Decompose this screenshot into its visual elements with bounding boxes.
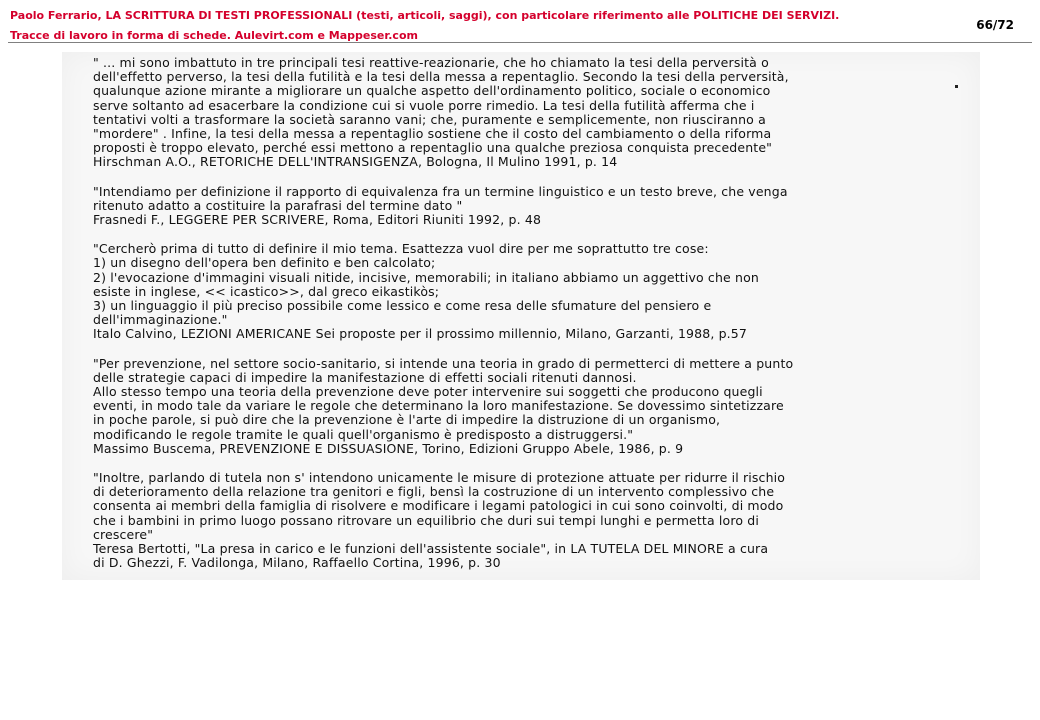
header-title: Paolo Ferrario, LA SCRITTURA DI TESTI PROFESSIONALI (testi, articoli, saggi), con particolare riferimento alle POLITICHE DEI SERVIZI. — [10, 9, 840, 22]
quote-line: consenta ai membri della famiglia di risolvere e modificare i legami patologici in cui sono coinvolti, di modo — [93, 498, 784, 514]
quote-line: crescere" — [93, 526, 154, 542]
quote-citation-continued: di D. Ghezzi, F. Vadilonga, Milano, Raffaello Cortina, 1996, p. 30 — [93, 555, 501, 571]
header-subtitle: Tracce di lavoro in forma di schede. Aulevirt.com e Mappeser.com — [10, 29, 418, 42]
quote-hirschman — [93, 56, 943, 170]
quote-line: "Cercherò prima di tutto di definire il mio tema. Esattezza vuol dire per me soprattutto tre cose: — [93, 241, 709, 257]
quote-frasnedi — [93, 185, 943, 228]
quote-line: 2) l'evocazione d'immagini visuali nitide, incisive, memorabili; in italiano abbiamo un aggettivo che non — [93, 269, 759, 285]
quote-citation: Italo Calvino, LEZIONI AMERICANE Sei proposte per il prossimo millennio, Milano, Garzanti, 1988, p.57 — [93, 326, 748, 342]
quote-line: 3) un linguaggio il più preciso possibile come lessico e come resa delle sfumature del pensiero e — [93, 298, 712, 314]
quote-citation: Frasnedi F., LEGGERE PER SCRIVERE, Roma, Editori Riuniti 1992, p. 48 — [93, 212, 542, 228]
header-divider — [8, 42, 1032, 43]
scan-speck — [955, 85, 958, 88]
quote-line: che i bambini in primo luogo possano ritrovare un equilibrio che duri sui tempi lunghi e permetta loro di — [93, 512, 759, 528]
quote-line: di deterioramento della relazione tra genitori e figli, bensì la costruzione di un intervento complessivo che — [93, 484, 775, 500]
quote-line: " ... mi sono imbattuto in tre principali tesi reattive-reazionarie, che ho chiamato la tesi della perversità o — [93, 55, 769, 70]
quote-bertotti — [93, 471, 943, 570]
quote-line: "Inoltre, parlando di tutela non s' intendono unicamente le misure di protezione attuate per ridurre il rischio — [93, 470, 786, 486]
quote-line: 1) un disegno dell'opera ben definito e ben calcolato; — [93, 255, 436, 271]
quote-line: qualunque azione mirante a migliorare un qualche aspetto dell'ordinamento politico, sociale o economico — [93, 83, 771, 99]
quotes-list — [93, 56, 943, 586]
quote-line: esiste in inglese, << icastico>>, dal greco eikastikòs; — [93, 283, 440, 299]
page-number: 66/72 — [976, 18, 1014, 32]
quote-buscema — [93, 357, 943, 456]
quote-line: modificando le regole tramite le quali quell'organismo è predisposto a distruggersi." — [93, 426, 634, 442]
quote-line: serve soltanto ad esacerbare la condizione cui si vuole porre rimedio. La tesi della futilità afferma che i — [93, 97, 755, 113]
quote-line: "mordere" . Infine, la tesi della messa a repentaglio sostiene che il costo del cambiamento o della riforma — [93, 126, 772, 142]
quote-line: dell'effetto perverso, la tesi della futilità e la tesi della messa a repentaglio. Secondo la tesi della perversità, — [93, 69, 789, 85]
quote-calvino — [93, 242, 943, 341]
quote-line: tentativi volti a trasformare la società saranno vani; che, puramente e semplicemente, non riusciranno a — [93, 111, 766, 127]
quote-line: Allo stesso tempo una teoria della prevenzione deve poter intervenire sui soggetti che producono quegli — [93, 384, 763, 400]
quote-citation: Massimo Buscema, PREVENZIONE E DISSUASIONE, Torino, Edizioni Gruppo Abele, 1986, p. 9 — [93, 440, 684, 456]
quote-line: "Intendiamo per definizione il rapporto di equivalenza fra un termine linguistico e un testo breve, che venga — [93, 183, 788, 199]
quote-line: dell'immaginazione." — [93, 312, 228, 328]
quote-line: delle strategie capaci di impedire la manifestazione di effetti sociali ritenuti dannosi. — [93, 369, 637, 385]
quote-line: ritenuto adatto a costituire la parafrasi del termine dato " — [93, 197, 463, 213]
quote-line: eventi, in modo tale da variare le regole che determinano la loro manifestazione. Se dovessimo sintetizzare — [93, 398, 784, 414]
slide-header — [0, 0, 1040, 46]
quote-line: "Per prevenzione, nel settore socio-sanitario, si intende una teoria in grado di permetterci di mettere a punto — [93, 355, 794, 371]
quote-citation: Hirschman A.O., RETORICHE DELL'INTRANSIGENZA, Bologna, Il Mulino 1991, p. 14 — [93, 154, 618, 170]
quote-line: in poche parole, si può dire che la prevenzione è l'arte di impedire la distruzione di un organismo, — [93, 412, 721, 428]
quote-line: proposti è troppo elevato, perché essi mettono a repentaglio una qualche preziosa conquista precedente" — [93, 140, 773, 156]
quote-citation: Teresa Bertotti, "La presa in carico e le funzioni dell'assistente sociale", in LA TUTELA DEL MINORE a cura — [93, 541, 769, 557]
